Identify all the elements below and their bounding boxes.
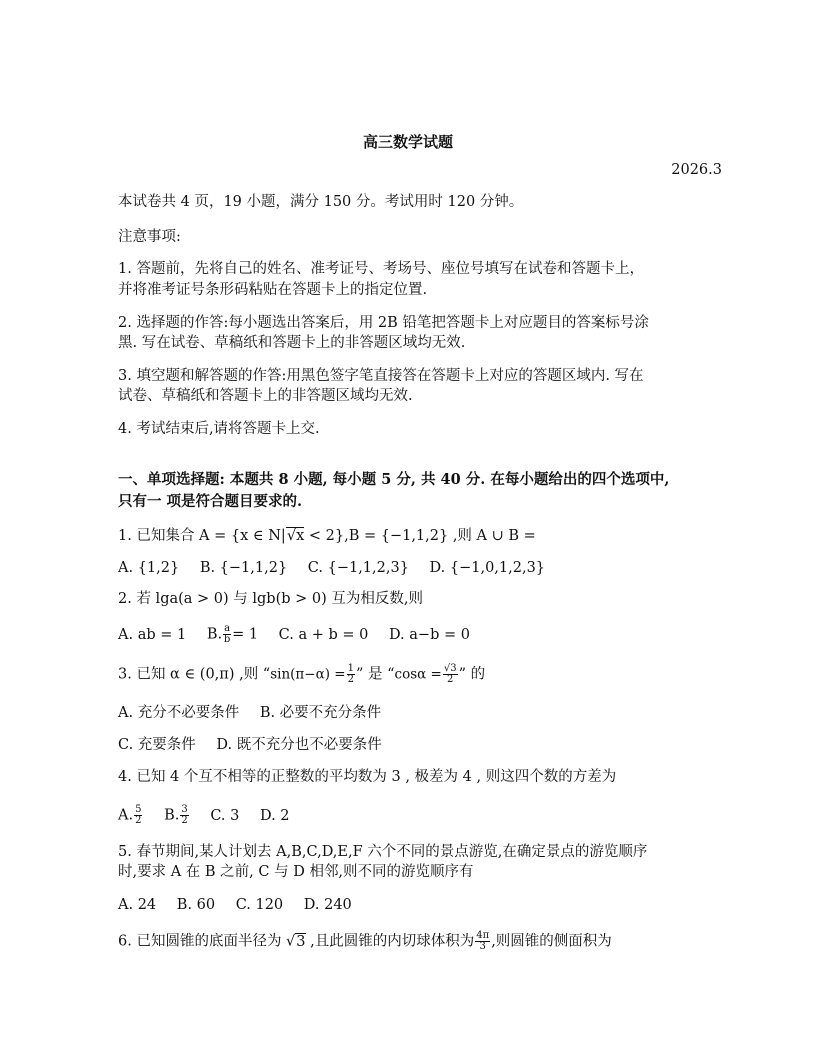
section-1-heading-line-1: 一、单项选择题: 本题共 8 小题, 每小题 5 分, 共 40 分. 在每小题给出的四个选项中, [118,471,670,488]
question-6-part-3: ,则圆锥的侧面积为 [491,933,612,950]
fraction-denominator: 2 [181,815,188,826]
question-3-part-1: 3. 已知 α ∈ (0,π) ,则 “ [118,666,271,683]
fraction-denominator: 3 [479,941,486,952]
notice-item-1-line-2: 并将准考证号条形码粘贴在答题卡上的指定位置. [118,282,428,298]
question-1-sqrt: √x [286,528,305,544]
fraction-denominator: b [223,634,231,645]
question-5-option-a: A. 24 [118,897,157,913]
question-2-option-b [207,624,258,645]
question-1-prefix: 1. 已知集合 A = {x ∈ N| [118,528,286,544]
question-6-part-2: ,且此圆锥的内切球体积为 [305,933,475,950]
intro-text: 本试卷共 4 页，19 小题，满分 150 分。考试用时 120 分钟。 [118,194,524,210]
question-4-option-b [164,805,190,826]
question-5-options [118,895,368,915]
question-3-option-b: B. 必要不充分条件 [259,705,382,721]
question-2-option-b-label: B. [206,626,223,643]
fraction-numerator: 1 [347,663,354,674]
notice-heading: 注意事项: [118,229,181,245]
fraction-numerator: 4π [476,930,490,941]
question-4-option-b-fraction [180,805,188,826]
question-3-fraction-1 [347,664,355,685]
question-6-part-1: 6. 已知圆锥的底面半径为 √ [118,933,296,950]
question-3-stem [118,664,485,685]
question-3-options-row-1 [118,703,397,723]
question-2-stem: 2. 若 lga(a > 0) 与 lgb(b > 0) 互为相反数,则 [118,591,423,607]
question-3-fraction-2 [443,664,458,685]
question-1-option-b: B. {−1,1,2} [199,560,288,576]
notice-item-2-line-1: 2. 选择题的作答:每小题选出答案后，用 2B 铅笔把答题卡上对应题目的答案标号涂 [118,315,649,331]
question-3-options-row-2 [118,735,398,755]
question-5-option-b: B. 60 [176,897,216,913]
question-3-expr-2: cosα = [394,666,442,683]
section-1-heading-line-2: 只有一 项是符合题目要求的. [118,493,303,510]
question-3-option-d: D. 既不充分也不必要条件 [216,737,382,753]
question-2-option-b-rest: = 1 [232,626,259,643]
notice-item-4: 4. 考试结束后,请将答题卡上交. [118,421,320,437]
question-6-sqrt-arg: 3 [296,933,306,950]
question-3-option-c: C. 充要条件 [118,737,196,753]
question-4-stem: 4. 已知 4 个互不相等的正整数的平均数为 3 , 极差为 4 , 则这四个数的方差为 [118,769,617,785]
fraction-numerator: √3 [443,663,457,674]
question-3-option-a: A. 充分不必要条件 [118,705,240,721]
question-5-stem-line-2: 时,要求 A 在 B 之前, C 与 D 相邻,则不同的游览顺序有 [118,864,474,880]
question-4-option-a-fraction [134,805,142,826]
fraction-denominator: 2 [447,674,454,685]
fraction-denominator: 2 [347,674,354,685]
page-title: 高三数学试题 [362,133,453,151]
fraction-numerator: a [224,623,231,634]
question-4-option-c: C. 3 [210,807,240,824]
question-4-option-a [118,805,143,826]
question-2-option-c: C. a + b = 0 [278,626,369,643]
question-4-option-d: D. 2 [259,807,290,824]
question-6-fraction [475,931,490,952]
question-2-option-a: A. ab = 1 [118,626,187,643]
question-3-expr-1: sin(π−α) = [270,666,346,683]
fraction-numerator: 5 [135,804,142,815]
notice-item-3-line-1: 3. 填空题和解答题的作答:用黑色签字笔直接答在答题卡上对应的答题区域内. 写在 [118,368,644,384]
question-4-option-a-label: A. [118,807,134,824]
question-2-option-d: D. a−b = 0 [388,626,470,643]
question-4-option-b-label: B. [164,807,180,824]
question-4-options [118,805,306,826]
question-1-sqrt-arg: x [296,528,305,544]
question-5-stem-line-1: 5. 春节期间,某人计划去 A,B,C,D,E,F 六个不同的景点游览,在确定景点的游览顺序 [118,844,648,860]
exam-date: 2026.3 [671,162,722,178]
question-6-stem [118,931,612,952]
question-3-part-3: ” 的 [458,666,486,683]
question-1-option-a: A. {1,2} [118,560,180,576]
question-1-option-d: D. {−1,0,1,2,3} [429,560,546,576]
notice-item-1-line-1: 1. 答题前，先将自己的姓名、准考证号、考场号、座位号填写在试卷和答题卡上， [118,261,644,277]
question-2-option-b-fraction [223,624,231,645]
fraction-numerator: 3 [181,804,188,815]
question-1-middle: < 2},B = {−1,1,2} ,则 A ∪ B = [304,528,536,544]
fraction-denominator: 2 [135,815,142,826]
question-3-part-2: ” 是 “ [355,666,395,683]
notice-item-3-line-2: 试卷、草稿纸和答题卡上的非答题区域均无效. [118,388,413,404]
question-2-options [118,624,486,645]
question-5-option-d: D. 240 [303,897,352,913]
question-5-option-c: C. 120 [235,897,284,913]
question-1-stem [118,526,536,546]
notice-item-2-line-2: 黑. 写在试卷、草稿纸和答题卡上的非答题区域均无效. [118,335,466,351]
question-1-options [118,558,561,578]
question-1-option-c: C. {−1,1,2,3} [307,560,409,576]
